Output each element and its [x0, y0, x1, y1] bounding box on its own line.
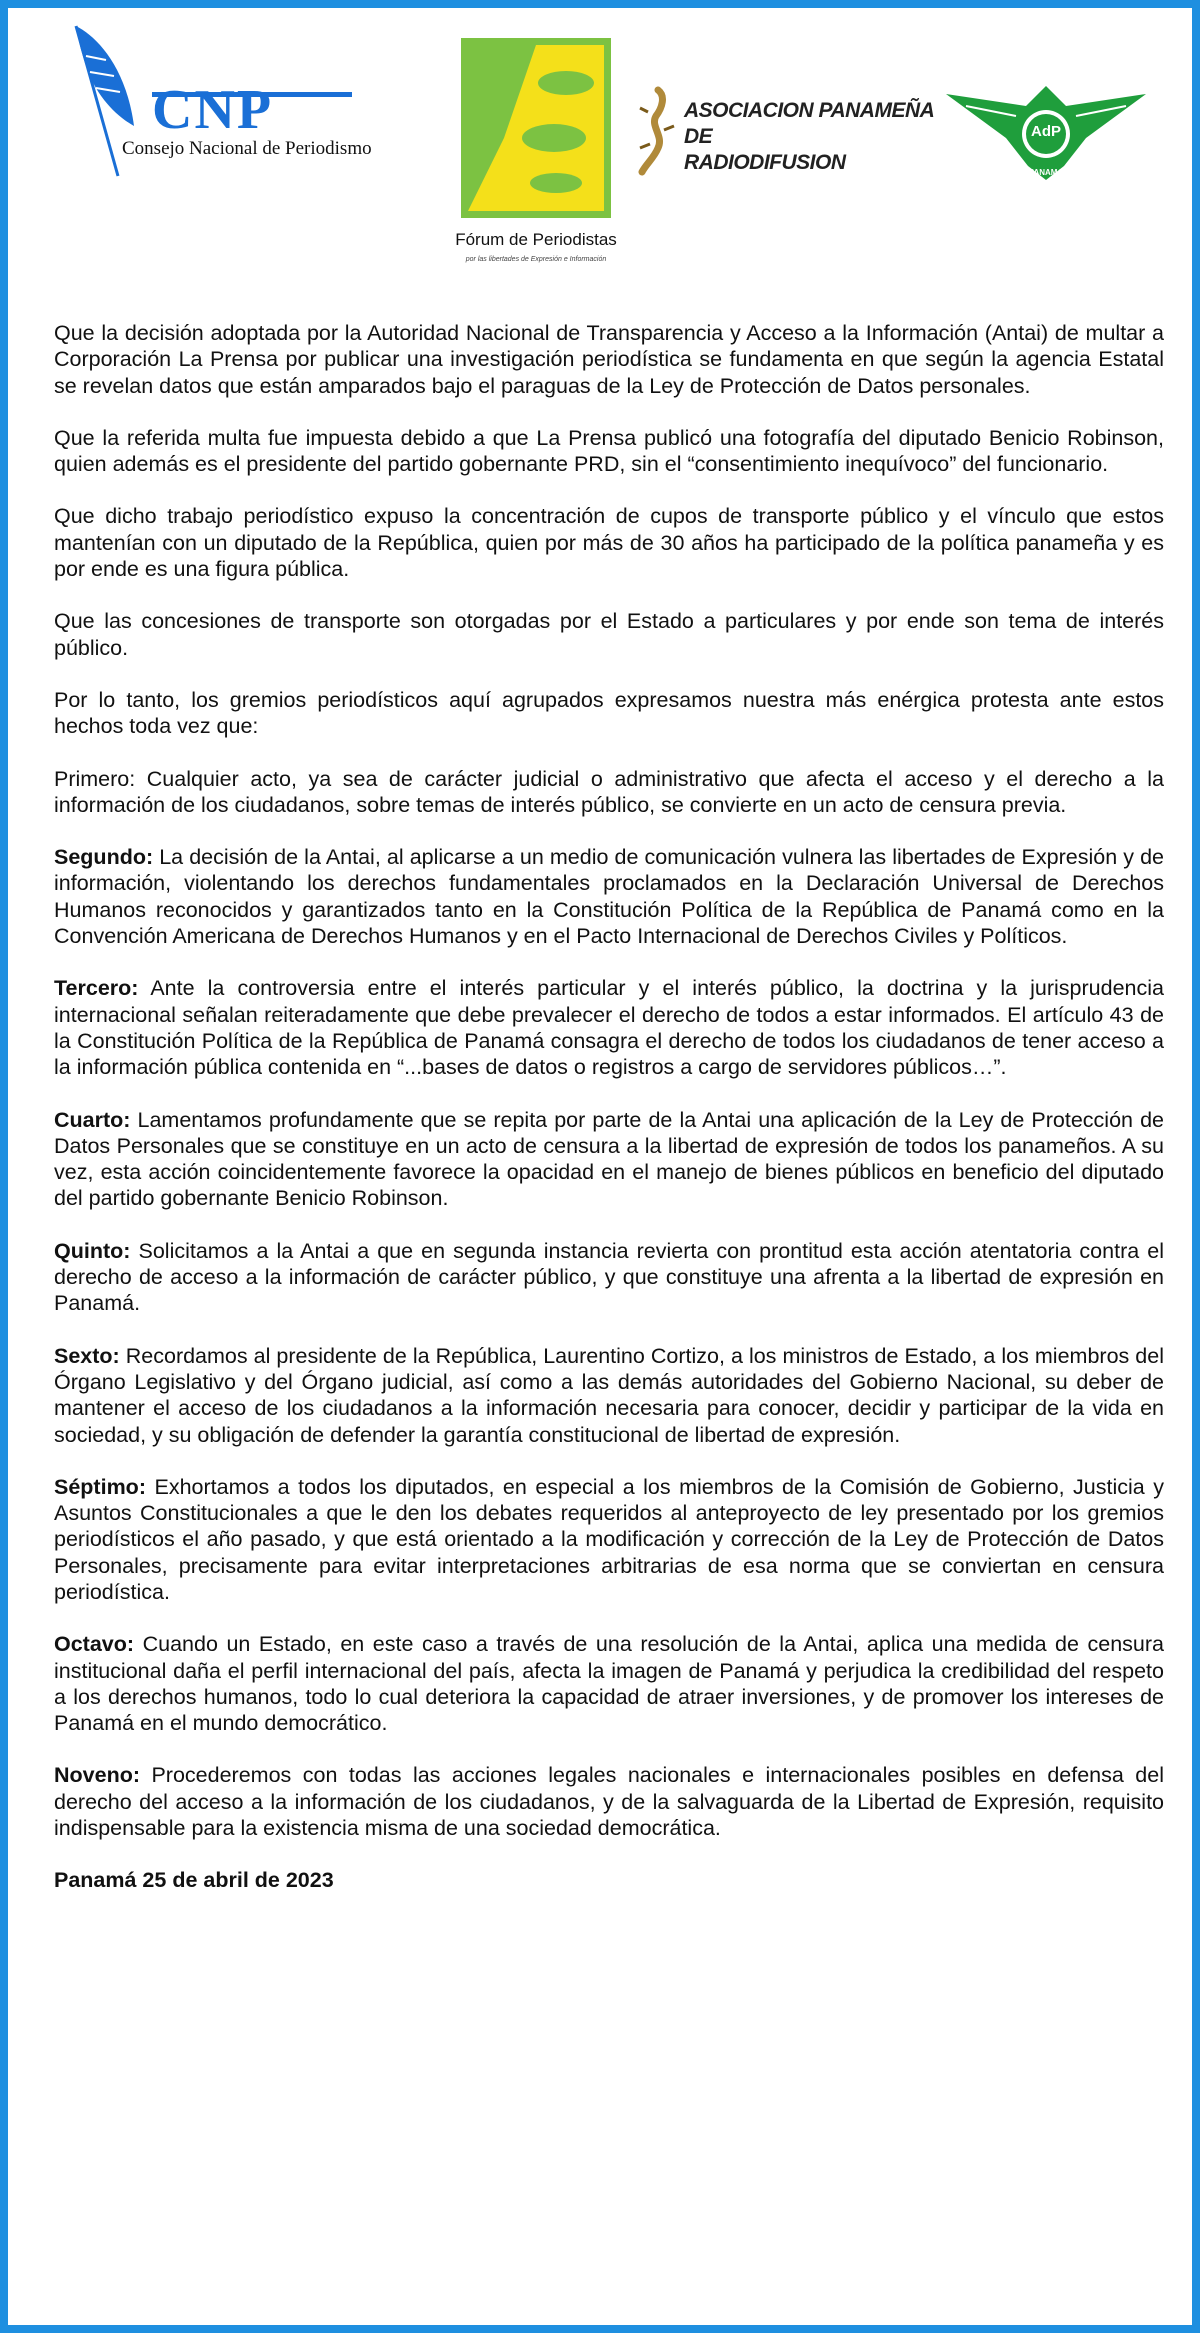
document-date: Panamá 25 de abril de 2023 [54, 1868, 334, 1893]
paragraph [54, 1762, 1164, 1841]
forum-tagline: por las libertades de Expresión e Información [465, 256, 607, 263]
forum-name: Fórum de Periodistas [455, 230, 617, 249]
paragraph-text: Solicitamos a la Antai a que en segunda instancia revierta con prontitud esta acción atentatoria contra el derecho de acceso a la información de carácter público, y que constituye una afrenta a la libertad de expresión en Panamá. [54, 1238, 1164, 1316]
paragraph [54, 425, 1164, 478]
paragraph-text: Ante la controversia entre el interés particular y el interés público, la doctrina y la jurisprudencia internacional señalan reiteradamente que debe prevalecer el derecho de todos a estar informados. El artículo 43 de la Constitución Política de la República de Panamá consagra el derecho de todos los ciudadanos de tener acceso a la información pública contenida en “...bases de datos o registros a cargo de servidores públicos…”. [54, 976, 1164, 1080]
paragraph [54, 766, 1164, 819]
paragraph [54, 608, 1164, 661]
paragraph-lead: Cuarto: [54, 1107, 131, 1132]
paragraph [54, 1107, 1164, 1212]
paragraph-lead: Octavo: [54, 1632, 135, 1657]
apr-name-line2: RADIODIFUSION [684, 151, 846, 174]
apdp-logo [936, 76, 1156, 186]
apdp-subtitle: PANAMA [1028, 168, 1064, 177]
paragraph [54, 1474, 1164, 1605]
paragraph-lead: Tercero: [54, 976, 139, 1001]
logos-header [16, 16, 1200, 286]
paragraph-lead: Segundo: [54, 845, 154, 870]
paragraph-lead: Noveno: [54, 1763, 140, 1788]
paragraph-lead: Quinto: [54, 1238, 131, 1263]
paragraph-text: Cuando un Estado, en este caso a través de una resolución de la Antai, aplica una medida de censura institucional daña el perfil internacional del país, afecta la imagen de Panamá y perjudica la credibilidad del respeto a los derechos humanos, todo lo cual deteriora la capacidad de atraer inversiones, y de promover los intereses de Panamá en el mundo democrático. [54, 1632, 1164, 1736]
paragraph-text: Que las concesiones de transporte son otorgadas por el Estado a particulares y por ende son tema de interés público. [54, 609, 1164, 660]
paragraph-text: Recordamos al presidente de la República, Laurentino Cortizo, a los ministros de Estado, a los miembros del Órgano Legislativo y del Órgano judicial, así como a las demás autoridades del Gobierno Nacional, su deber de mantener el acceso de los ciudadanos a la información necesaria para conocer, decidir y participar de la vida en sociedad, y su obligación de defender la garantía constitucional de libertad de expresión. [54, 1343, 1164, 1447]
lizard-icon [636, 86, 682, 176]
paragraph-text: Que dicho trabajo periodístico expuso la concentración de cupos de transporte público y el vínculo que estos mantenían con un diputado de la República, quien por más de 30 años ha participado de la política panameña y es por ende es una figura pública. [54, 504, 1164, 582]
paragraph-text: Por lo tanto, los gremios periodísticos aquí agrupados expresamos nuestra más enérgica protesta ante estos hechos toda vez que: [54, 687, 1164, 739]
paragraph-text: Exhortamos a todos los diputados, en especial a los miembros de la Comisión de Gobierno, Justicia y Asuntos Constitucionales a que le den los debates requeridos al anteproyecto de ley presentado por los gremios periodísticos el año pasado, y que está orientado a la modificación y corrección de la Ley de Protección de Datos Personales, precisamente para evitar interpretaciones arbitrarias de esa norma que se conviertan en censura periodística. [54, 1474, 1164, 1604]
apr-name [684, 98, 934, 176]
feather-icon [56, 16, 166, 186]
paragraph [54, 320, 1164, 399]
apdp-abbreviation: AdP [1031, 123, 1061, 140]
paragraph [54, 844, 1164, 949]
forum-emblem-icon [416, 38, 656, 228]
cnp-abbreviation: CNP [152, 79, 274, 141]
apr-name-line1: ASOCIACION PANAMEÑA DE [684, 99, 934, 148]
paragraph-text: Lamentamos profundamente que se repita por parte de la Antai una aplicación de la Ley de Protección de Datos Personales que se constituye en un acto de censura a la libertad de expresión de todos los panameños. A su vez, esta acción coincidentemente favorece la opacidad en el manejo de bienes públicos en beneficio del diputado del partido gobernante Benicio Robinson. [54, 1107, 1164, 1211]
paragraph [54, 975, 1164, 1080]
paragraph-text: La decisión de la Antai, al aplicarse a un medio de comunicación vulnera las libertades de Expresión y de información, violentando los derechos fundamentales proclamados en la Declaración Universal de Derechos Humanos reconocidos y garantizados tanto en la Constitución Política de la República de Panamá como en la Convención Americana de Derechos Humanos y en el Pacto Internacional de Derechos Civiles y Políticos. [54, 845, 1164, 949]
paragraph-text: Primero: Cualquier acto, ya sea de carácter judicial o administrativo que afecta el acceso y el derecho a la información de los ciudadanos, sobre temas de interés público, se convierte en un acto de censura previa. [54, 766, 1164, 817]
paragraph [54, 1238, 1164, 1317]
paragraph-text: Procederemos con todas las acciones legales nacionales e internacionales posibles en defensa del derecho del acceso a la información de los ciudadanos, y de la salvaguarda de la Libertad de Expresión, requisito indispensable para la existencia misma de una sociedad democrática. [54, 1763, 1164, 1841]
paragraph-lead: Séptimo: [54, 1474, 146, 1499]
paragraph [54, 687, 1164, 740]
paragraph [54, 503, 1164, 582]
paragraph-text: Que la referida multa fue impuesta debido a que La Prensa publicó una fotografía del diputado Benicio Robinson, quien además es el presidente del partido gobernante PRD, sin el “consentimiento inequívoco” del funcionario. [54, 425, 1164, 477]
paragraph-text: Que la decisión adoptada por la Autoridad Nacional de Transparencia y Acceso a la Información (Antai) de multar a Corporación La Prensa por publicar una investigación periodística se fundamenta en que según la agencia Estatal se revelan datos que están amparados bajo el paraguas de la Ley de Protección de Datos personales. [54, 321, 1164, 398]
cnp-name: Consejo Nacional de Periodismo [122, 138, 372, 159]
statement-body [54, 320, 1164, 1894]
cnp-logo [56, 16, 396, 186]
paragraph [54, 1631, 1164, 1736]
apr-logo [636, 86, 934, 196]
paragraph [54, 1343, 1164, 1448]
forum-logo [416, 38, 656, 278]
paragraph-lead: Sexto: [54, 1343, 120, 1368]
